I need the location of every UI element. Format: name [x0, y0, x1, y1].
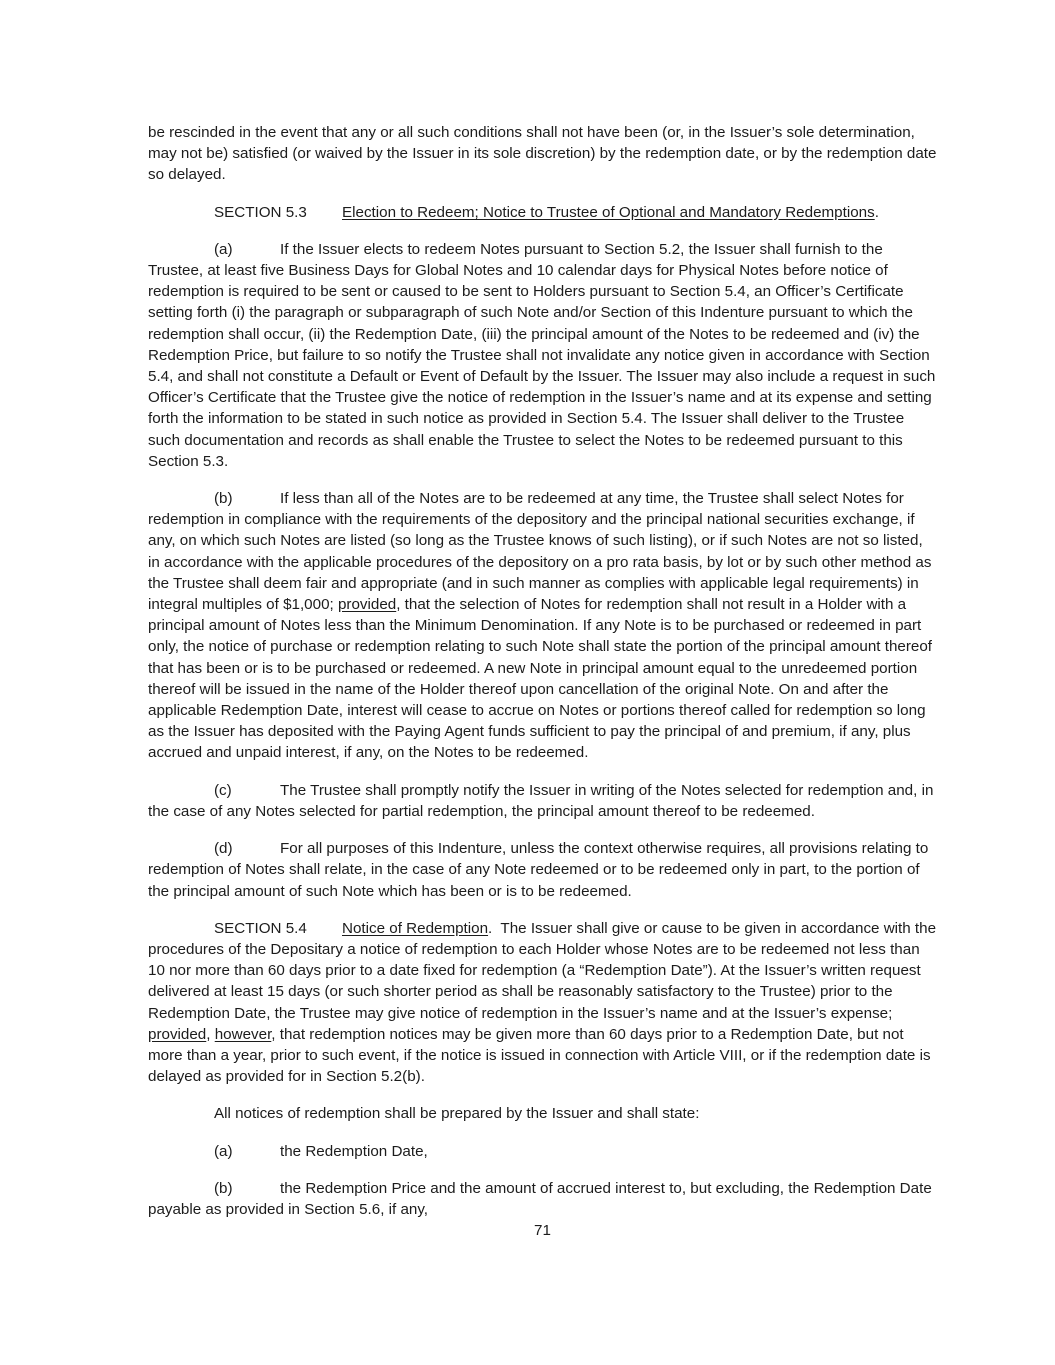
paragraph-c	[148, 780, 937, 822]
text-run: All notices of redemption shall be prepared by the Issuer and shall state:	[214, 1105, 700, 1123]
text-run: be rescinded in the event that any or all such conditions shall not have been (or, in the Issuer’s sole determination, may not be) satisfied (or waived by the Issuer in its sole discretion) by the redemption date, or by the redemption date so delayed.	[148, 124, 937, 184]
underlined-text: provided	[148, 1025, 207, 1043]
text-run: ,	[206, 1025, 215, 1043]
text-run: , that redemption notices may be given more than 60 days prior to a Redemption Date, but not more than a year, prior to such event, if the notice is issued in connection with Article VIII, or if the redemption date is delayed as provided for in Section 5.2(b).	[148, 1025, 931, 1086]
section-number: SECTION 5.4	[214, 919, 307, 937]
underlined-text: Election to Redeem; Notice to Trustee of Optional and Mandatory Redemptions	[342, 203, 875, 221]
continuation-paragraph	[148, 122, 937, 186]
notice-intro-paragraph	[148, 1103, 937, 1124]
text-run: For all purposes of this Indenture, unless the context otherwise requires, all provisions relating to redemption of Notes shall relate, in the case of any Note redeemed or to be redeemed only in part, to the portion of the principal amount of such Note which has been or is to be redeemed.	[148, 840, 929, 900]
list-label-c: (c)	[214, 781, 232, 799]
list-label-b: (b)	[214, 490, 233, 508]
list-label-b: (b)	[214, 1179, 233, 1197]
list-label-a: (a)	[214, 240, 233, 258]
text-run: .	[874, 203, 879, 221]
underlined-text: provided	[337, 596, 397, 614]
notice-item-a	[148, 1141, 937, 1162]
page-number: 71	[534, 1222, 551, 1240]
text-run: If the Issuer elects to redeem Notes pursuant to Section 5.2, the Issuer shall furnish to the Trustee, at least five Business Days for Global Notes and 10 calendar days for Physical Notes before notice of redemption is required to be sent or caused to be sent to Holders pursuant to Section 5.4, an Officer’s Certificate setting forth (i) the paragraph or subparagraph of such Note and/or Section of this Indenture pursuant to which the redemption shall occur, (ii) the Redemption Date, (iii) the principal amount of the Notes to be redeemed and (iv) the Redemption Price, but failure to so notify the Trustee shall not invalidate any notice given in accordance with Section 5.4, and shall not constitute a Default or Event of Default by the Issuer. The Issuer may also include a request in such Officer’s Certificate that the Trustee give the notice of redemption in the Issuer’s name and at its expense and setting forth the information to be stated in such notice as provided in Section 5.4. The Issuer shall deliver to the Trustee such documentation and records as shall enable the Trustee to select the Notes to be redeemed pursuant to this Section 5.3.	[148, 240, 936, 470]
underlined-text: Notice of Redemption	[342, 919, 489, 937]
text-run: The Trustee shall promptly notify the Issuer in writing of the Notes selected for redemption and, in the case of any Notes selected for partial redemption, the principal amount thereof to be redeemed.	[148, 781, 934, 820]
paragraph-d	[148, 838, 937, 902]
paragraph-a	[148, 239, 937, 472]
section-5-4-paragraph	[148, 918, 937, 1088]
text-run: , that the selection of Notes for redemption shall not result in a Holder with a principal amount of Notes less than the Minimum Denomination. If any Note is to be purchased or redeemed in part only, the notice of purchase or redemption relating to such Note shall state the portion of the principal amount thereof that has been or is to be purchased or redeemed. A new Note in principal amount equal to the unredeemed portion thereof will be issued in the name of the Holder thereof upon cancellation of the original Note. On and after the applicable Redemption Date, interest will cease to accrue on Notes or portions thereof called for redemption so long as the Issuer has deposited with the Paying Agent funds sufficient to pay the principal of and premium, if any, plus accrued and unpaid interest, if any, on the Notes to be redeemed.	[148, 596, 933, 762]
text-run: the Redemption Date,	[280, 1142, 428, 1160]
underlined-text: however	[214, 1025, 272, 1043]
section-5-3-heading	[148, 202, 937, 223]
document-body	[148, 122, 937, 1220]
paragraph-b	[148, 488, 937, 764]
list-label-d: (d)	[214, 840, 233, 858]
text-run: If less than all of the Notes are to be redeemed at any time, the Trustee shall select Notes for redemption in compliance with the requirements of the depository and the principal national securities exchange, if any, on which such Notes are listed (so long as the Trustee knows of such listing), or if such Notes are not so listed, in accordance with the applicable procedures of the depository on a pro rata basis, by lot or by such other method as the Trustee shall deem fair and appropriate (and in such manner as complies with applicable legal requirements) in integral multiples of $1,000;	[148, 490, 932, 614]
text-run: the Redemption Price and the amount of accrued interest to, but excluding, the Redemption Date payable as provided in Section 5.6, if any,	[148, 1179, 932, 1218]
notice-item-b	[148, 1178, 937, 1220]
list-label-a: (a)	[214, 1142, 233, 1160]
section-number: SECTION 5.3	[214, 203, 307, 221]
text-run: . The Issuer shall give or cause to be given in accordance with the procedures of the Depositary a notice of redemption to each Holder whose Notes are to be redeemed not less than 10 nor more than 60 days prior to a date fixed for redemption (a “Redemption Date”). At the Issuer’s written request delivered at least 15 days (or such shorter period as shall be reasonably satisfactory to the Trustee) prior to the Redemption Date, the Trustee may give notice of redemption in the Issuer’s name and at the Issuer’s expense;	[148, 919, 937, 1022]
